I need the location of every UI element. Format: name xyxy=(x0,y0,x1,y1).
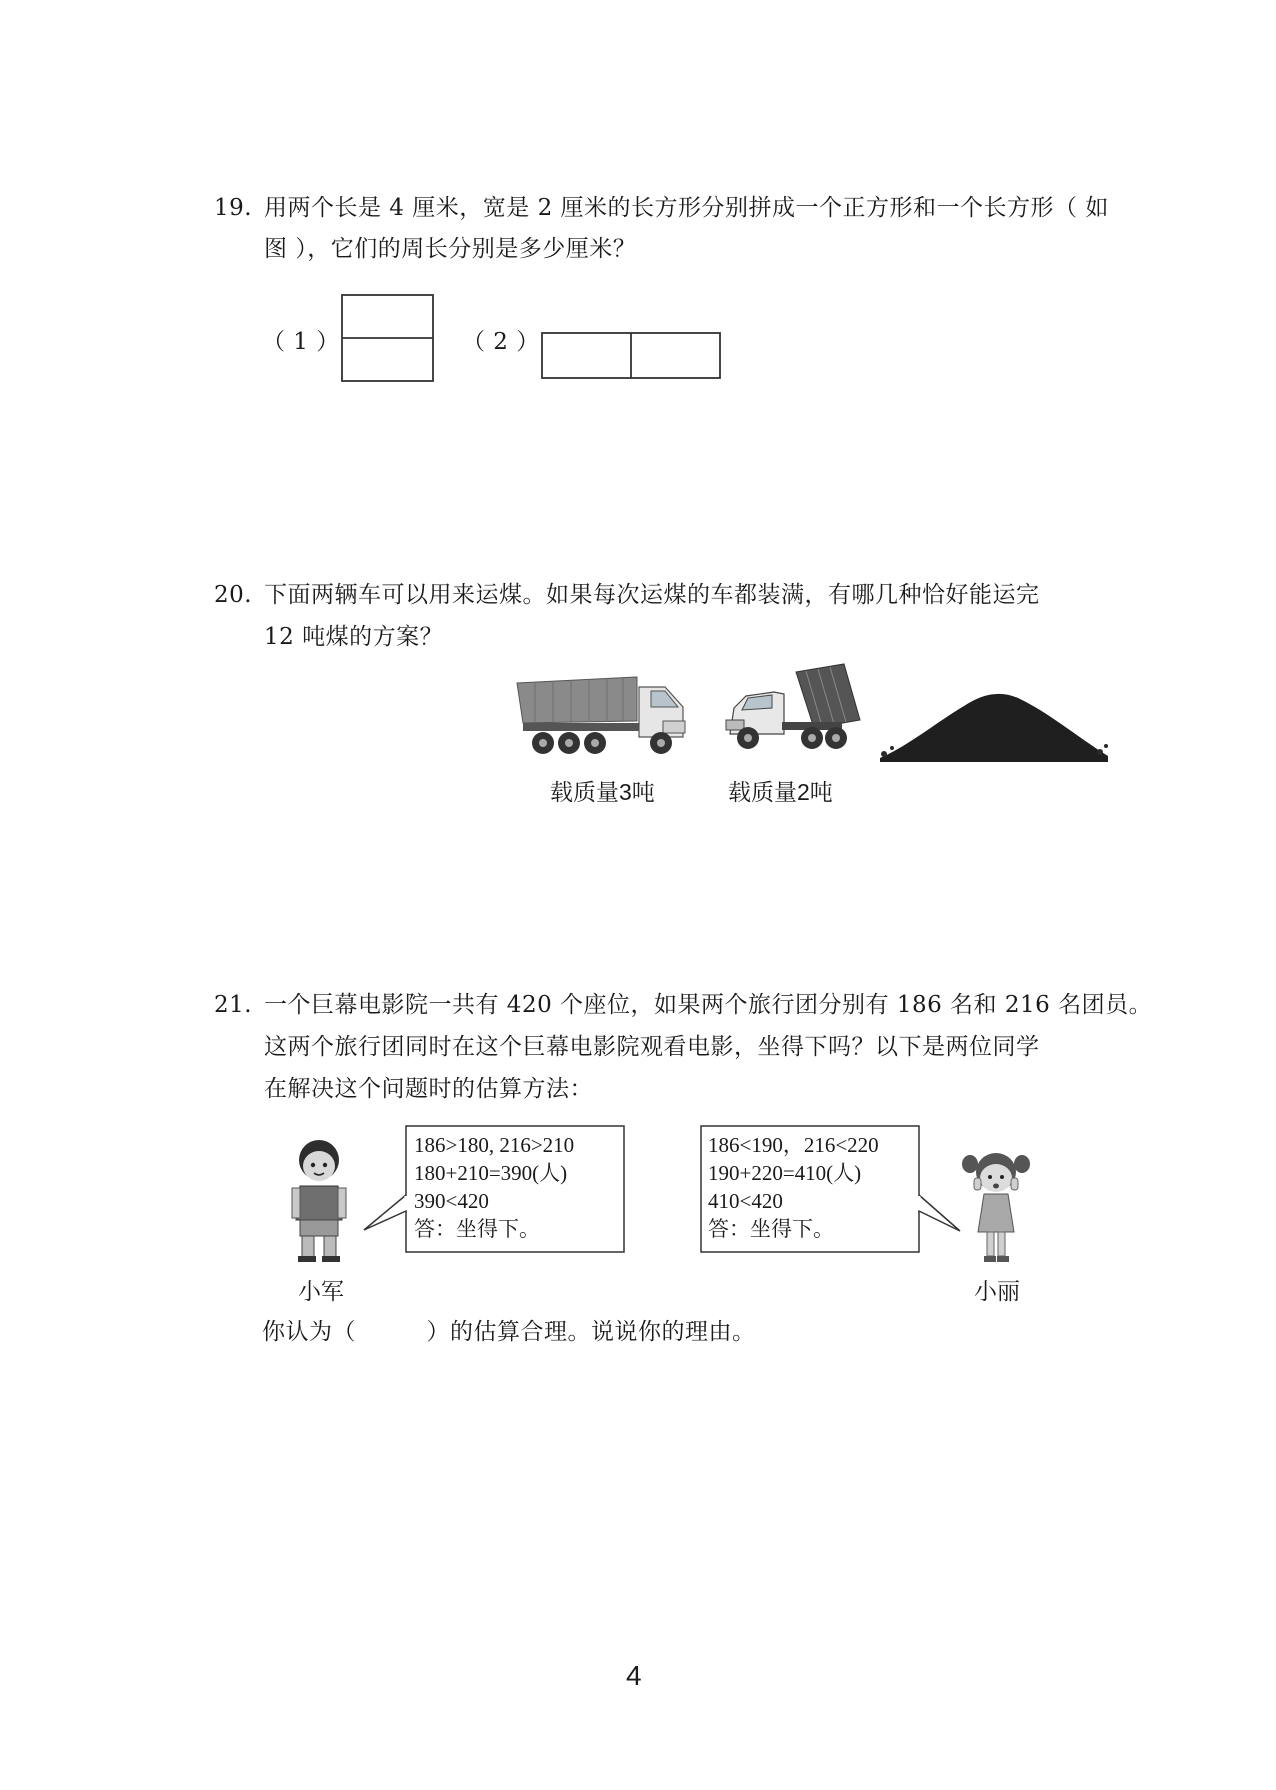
dump-truck-3t-image xyxy=(513,665,693,760)
girl-icon xyxy=(960,1148,1032,1264)
rectangle-made-of-two-rectangles xyxy=(541,332,721,379)
dump-truck-icon xyxy=(513,665,693,760)
q19-number: 19. xyxy=(214,195,253,221)
boy-calc-line2: 180+210=390(人) xyxy=(414,1161,568,1185)
q19-figure2-label: （ 2 ） xyxy=(462,329,540,355)
square-figure xyxy=(341,294,434,382)
truck-3t-caption: 载质量3吨 xyxy=(550,779,655,805)
rectangle-figure xyxy=(541,332,721,379)
boy-xiaojun-image xyxy=(280,1138,358,1264)
q20-text-line1: 下面两辆车可以用来运煤。如果每次运煤的车都装满，有哪几种恰好能运完 xyxy=(264,582,1040,608)
boy-calc-answer: 答：坐得下。 xyxy=(414,1217,540,1241)
q21-prompt: 你认为（ ）的估算合理。说说你的理由。 xyxy=(262,1319,756,1345)
boy-name-label: 小军 xyxy=(298,1279,344,1305)
girl-calc-answer: 答：坐得下。 xyxy=(708,1217,834,1241)
girl-calc-line2: 190+220=410(人) xyxy=(708,1161,862,1185)
q20-text-line2: 12 吨煤的方案？ xyxy=(264,624,444,650)
boy-icon xyxy=(280,1138,358,1264)
boy-speech-bubble xyxy=(362,1125,626,1255)
square-made-of-two-rectangles xyxy=(341,294,434,382)
q21-text-line3: 在解决这个问题时的估算方法： xyxy=(264,1076,593,1102)
q20-number: 20. xyxy=(214,582,253,608)
girl-xiaoli-image xyxy=(960,1148,1032,1264)
q21-text-line1: 一个巨幕电影院一共有 420 个座位，如果两个旅行团分别有 186 名和 216 名团员。 xyxy=(264,992,1153,1018)
q19-figure1-label: （ 1 ） xyxy=(262,329,340,355)
q19-text-line2: 图 ），它们的周长分别是多少厘米？ xyxy=(264,236,637,262)
q19-text-line1: 用两个长是 4 厘米，宽是 2 厘米的长方形分别拼成一个正方形和一个长方形（ 如 xyxy=(264,195,1109,221)
girl-calc-line3: 410<420 xyxy=(708,1189,783,1213)
q21-text-line2: 这两个旅行团同时在这个巨幕电影院观看电影，坐得下吗？以下是两位同学 xyxy=(264,1034,1040,1060)
girl-name-label: 小丽 xyxy=(974,1279,1020,1305)
q21-number: 21. xyxy=(214,992,253,1018)
tipper-truck-icon xyxy=(724,662,864,758)
truck-2t-caption: 载质量2吨 xyxy=(728,779,833,805)
coal-pile-icon xyxy=(878,684,1110,764)
boy-calc-line1: 186>180, 216>210 xyxy=(414,1133,575,1157)
coal-pile-image xyxy=(878,684,1110,764)
page-number: 4 xyxy=(626,1660,642,1691)
dump-truck-2t-image xyxy=(724,662,864,758)
boy-calc-line3: 390<420 xyxy=(414,1189,489,1213)
girl-speech-bubble xyxy=(700,1125,964,1255)
girl-calc-line1: 186<190，216<220 xyxy=(708,1133,879,1157)
